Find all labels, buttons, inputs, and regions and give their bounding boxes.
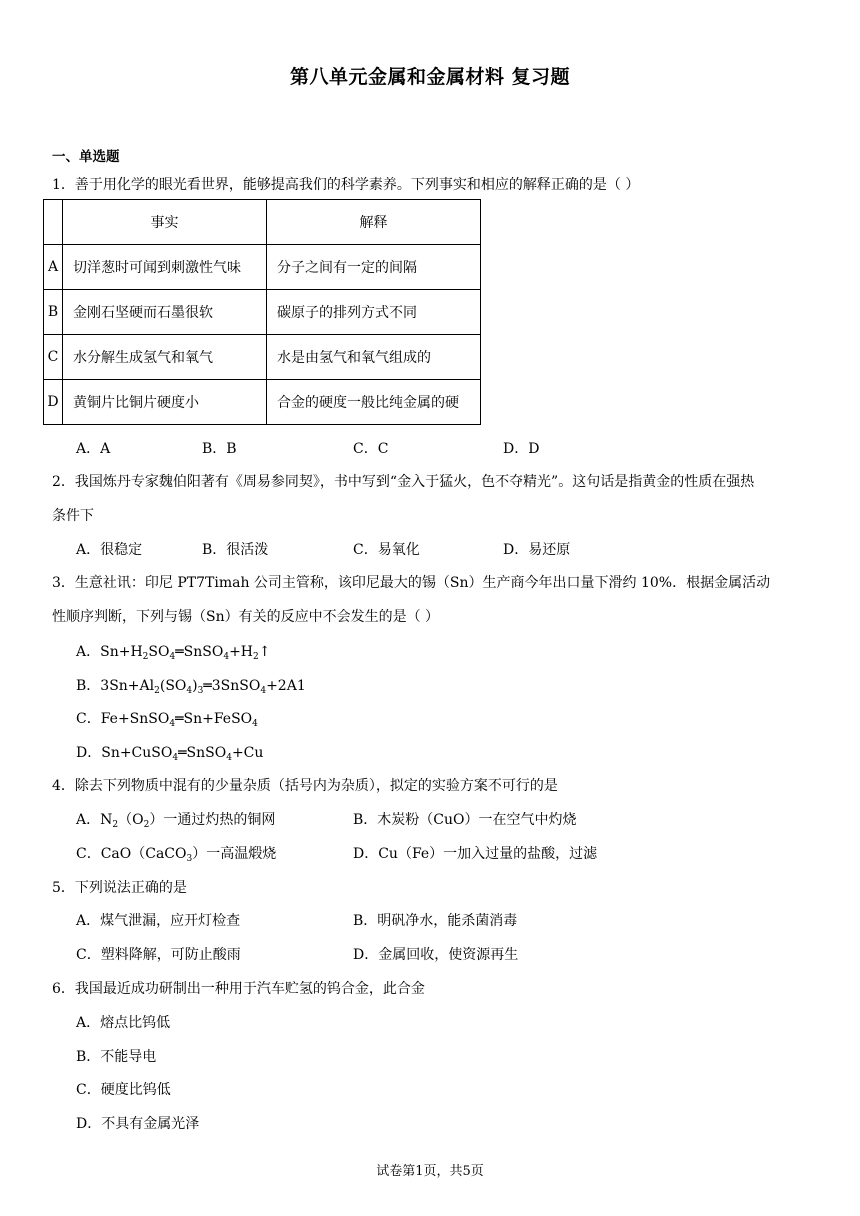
page-title: 第八单元金属和金属材料 复习题 [289, 66, 571, 88]
formula-text: +H [229, 644, 254, 660]
q2-option-c[interactable]: C．易氧化 [353, 542, 420, 558]
formula-text: C．Fe+SnSO [76, 711, 170, 727]
q6-option-c[interactable]: C．硬度比钨低 [76, 1082, 171, 1098]
q4-option-a[interactable] [76, 809, 275, 829]
formula-text: ) [192, 678, 198, 694]
formula-text: SO [148, 644, 170, 660]
formula-text: (SO [159, 678, 187, 694]
q5-option-b[interactable]: B．明矾净水，能杀菌消毒 [353, 913, 518, 929]
table-cell: 水分解生成氢气和氧气 [63, 335, 267, 380]
subscript: 4 [172, 753, 179, 763]
formula-text: ═Sn+FeSO [175, 711, 253, 727]
subscript: 4 [226, 753, 232, 763]
table-cell: 黄铜片比铜片硬度小 [63, 380, 267, 425]
q3-option-c[interactable] [76, 708, 258, 728]
table-cell: C [44, 335, 63, 380]
question-4-stem: 4．除去下列物质中混有的少量杂质（括号内为杂质），拟定的实验方案不可行的是 [52, 778, 558, 794]
q1-option-a[interactable]: A．A [76, 441, 111, 457]
formula-text: ═SnSO [175, 644, 224, 660]
page-footer: 试卷第1页，共5页 [376, 1164, 484, 1179]
formula-text: ═3SnSO [203, 678, 261, 694]
q2-option-d[interactable]: D．易还原 [503, 542, 571, 558]
table-cell: 合金的硬度一般比纯金属的硬 [267, 380, 481, 425]
question-2-stem-continued: 条件下 [52, 508, 94, 524]
formula-text: ↑ [258, 644, 271, 660]
q6-option-b[interactable]: B．不能导电 [76, 1049, 157, 1065]
table-cell: 金刚石坚硬而石墨很软 [63, 290, 267, 335]
q1-option-b[interactable]: B．B [202, 441, 237, 457]
table-row [44, 245, 481, 290]
subscript: 2 [112, 820, 119, 830]
q6-option-a[interactable]: A．熔点比钨低 [76, 1015, 171, 1031]
formula-text: B．3Sn+Al [76, 678, 155, 694]
question-6-stem: 6．我国最近成功研制出一种用于汽车贮氢的钨合金，此合金 [52, 981, 425, 997]
table-cell: 分子之间有一定的间隔 [267, 245, 481, 290]
table-row [44, 380, 481, 425]
table-header-row [44, 200, 481, 245]
q6-option-d[interactable]: D．不具有金属光泽 [76, 1116, 200, 1132]
subscript: 2 [253, 652, 259, 662]
formula-text: A．N [76, 812, 113, 828]
q2-option-a[interactable]: A．很稳定 [76, 542, 143, 558]
q3-option-b[interactable] [76, 675, 306, 695]
subscript: 3 [197, 686, 204, 696]
table-header-cell: 事实 [63, 200, 267, 245]
q3-option-d[interactable] [76, 742, 263, 762]
question-2-stem: 2．我国炼丹专家魏伯阳著有《周易参同契》，书中写到“金入于猛火，色不夺精光”。这句话是指黄金的性质在强热 [52, 474, 755, 490]
formula-text: D．Sn+CuSO [76, 745, 173, 761]
question-3-stem-continued: 性顺序判断，下列与锡（Sn）有关的反应中不会发生的是（ ） [52, 609, 440, 625]
q1-option-c[interactable]: C．C [353, 441, 389, 457]
q5-option-d[interactable]: D．金属回收，使资源再生 [353, 947, 519, 963]
table-cell: A [44, 245, 63, 290]
formula-text: ）一通过灼热的铜网 [149, 812, 276, 828]
formula-text: （O [118, 812, 144, 828]
table-header-cell [44, 200, 63, 245]
subscript: 2 [142, 652, 149, 662]
q1-option-d[interactable]: D．D [503, 441, 540, 457]
subscript: 4 [169, 719, 176, 729]
subscript: 4 [223, 652, 230, 662]
formula-text: +2A1 [266, 678, 306, 694]
subscript: 4 [186, 686, 193, 696]
subscript: 4 [260, 686, 267, 696]
table-cell: D [44, 380, 63, 425]
question-5-stem: 5．下列说法正确的是 [52, 880, 187, 896]
subscript: 4 [252, 719, 258, 729]
subscript: 2 [143, 820, 150, 830]
table-cell: B [44, 290, 63, 335]
q2-option-b[interactable]: B．很活泼 [202, 542, 269, 558]
q5-option-c[interactable]: C．塑料降解，可防止酸雨 [76, 947, 241, 963]
subscript: 3 [186, 854, 193, 864]
table-cell: 水是由氢气和氧气组成的 [267, 335, 481, 380]
q4-option-b[interactable]: B．木炭粉（CuO）一在空气中灼烧 [353, 812, 577, 828]
subscript: 4 [169, 652, 176, 662]
table-cell: 碳原子的排列方式不同 [267, 290, 481, 335]
subscript: 2 [154, 686, 160, 696]
formula-text: ═SnSO [178, 745, 227, 761]
table-row [44, 290, 481, 335]
q4-option-c[interactable] [76, 843, 276, 863]
table-header-cell: 解释 [267, 200, 481, 245]
formula-text: C．CaO（CaCO [76, 846, 187, 862]
question-1-stem: 1．善于用化学的眼光看世界，能够提高我们的科学素养。下列事实和相应的解释正确的是（ ） [52, 177, 640, 193]
q3-option-a[interactable] [76, 641, 270, 661]
table-row [44, 335, 481, 380]
formula-text: ）一高温煅烧 [192, 846, 277, 862]
formula-text: A．Sn+H [76, 644, 143, 660]
section-heading: 一、单选题 [52, 149, 120, 165]
q5-option-a[interactable]: A．煤气泄漏，应开灯检查 [76, 913, 241, 929]
question-3-stem: 3．生意社讯：印尼 PT7Timah 公司主管称，该印尼最大的锡（Sn）生产商今年出口量下滑约 10%．根据金属活动 [52, 575, 771, 591]
facts-table [43, 199, 481, 425]
table-cell: 切洋葱时可闻到刺激性气味 [63, 245, 267, 290]
q4-option-d[interactable]: D．Cu（Fe）一加入过量的盐酸，过滤 [353, 846, 598, 862]
formula-text: +Cu [231, 745, 264, 761]
